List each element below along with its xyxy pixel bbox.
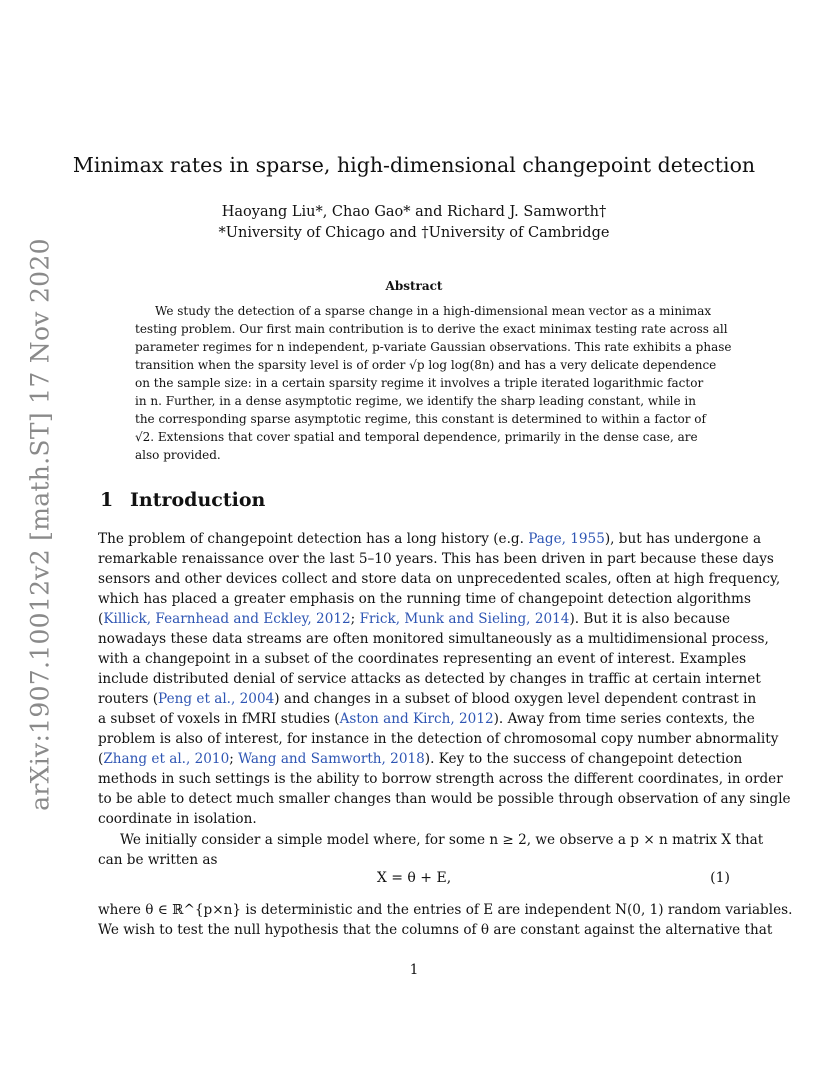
body-line: to be able to detect much smaller changes than would be possible through observation of any single xyxy=(98,791,791,807)
body-line: include distributed denial of service attacks as detected by changes in traffic at certain internet xyxy=(98,671,761,687)
body-line: (Zhang et al., 2010; Wang and Samworth, 2018). Key to the success of changepoint detection xyxy=(98,751,743,767)
abstract-line: in n. Further, in a dense asymptotic regime, we identify the sharp leading constant, while in xyxy=(135,394,696,408)
body-line: which has placed a greater emphasis on the running time of changepoint detection algorithms xyxy=(98,591,751,607)
citation-link[interactable]: Wang and Samworth, 2018 xyxy=(238,751,425,767)
citation-link[interactable]: Page, 1955 xyxy=(528,531,605,547)
abstract-heading: Abstract xyxy=(385,279,443,293)
abstract-line: √2. Extensions that cover spatial and temporal dependence, primarily in the dense case, are xyxy=(135,430,698,444)
authors: Haoyang Liu*, Chao Gao* and Richard J. Samworth† xyxy=(221,204,607,220)
abstract-line: the corresponding sparse asymptotic regime, this constant is determined to within a factor of xyxy=(135,412,706,426)
body-line: routers (Peng et al., 2004) and changes in a subset of blood oxygen level dependent contrast in xyxy=(98,691,757,707)
body-line: can be written as xyxy=(98,852,218,868)
abstract-line: We study the detection of a sparse change in a high-dimensional mean vector as a minimax xyxy=(155,304,712,318)
abstract-line: parameter regimes for n independent, p-variate Gaussian observations. This rate exhibits a phase xyxy=(135,340,732,354)
body-line: We wish to test the null hypothesis that the columns of θ are constant against the alternative that xyxy=(98,922,773,938)
body-line: coordinate in isolation. xyxy=(98,811,257,827)
equation: X = θ + E, xyxy=(376,870,452,886)
citation-link[interactable]: Zhang et al., 2010 xyxy=(103,751,230,767)
body-line: with a changepoint in a subset of the coordinates representing an event of interest. Examples xyxy=(98,651,747,667)
abstract-line: testing problem. Our first main contribution is to derive the exact minimax testing rate across all xyxy=(135,322,728,336)
abstract-line: on the sample size: in a certain sparsity regime it involves a triple iterated logarithmic factor xyxy=(135,376,704,390)
abstract-line: transition when the sparsity level is of order √p log log(8n) and has a very delicate dependence xyxy=(135,358,717,372)
body-line: problem is also of interest, for instance in the detection of chromosomal copy number abnormality xyxy=(98,731,779,747)
affiliations: *University of Chicago and †University of Cambridge xyxy=(218,225,610,241)
citation-link[interactable]: Peng et al., 2004 xyxy=(158,691,275,707)
citation-link[interactable]: Aston and Kirch, 2012 xyxy=(339,711,494,727)
arxiv-identifier: arXiv:1907.10012v2 [math.ST] 17 Nov 2020 xyxy=(25,238,55,811)
paper-title: Minimax rates in sparse, high-dimensional changepoint detection xyxy=(72,153,756,177)
body-line: a subset of voxels in fMRI studies (Aston and Kirch, 2012). Away from time series contexts, the xyxy=(98,711,755,727)
body-line: The problem of changepoint detection has a long history (e.g. Page, 1955), but has undergone a xyxy=(98,531,762,547)
body-line: sensors and other devices collect and store data on unprecedented scales, often at high frequency, xyxy=(98,571,781,587)
body-line: remarkable renaissance over the last 5–10 years. This has been driven in part because these days xyxy=(98,551,774,567)
abstract-line: also provided. xyxy=(135,448,221,462)
body-line: (Killick, Fearnhead and Eckley, 2012; Frick, Munk and Sieling, 2014). But it is also because xyxy=(98,611,731,627)
section-title: Introduction xyxy=(130,489,266,511)
citation-link[interactable]: Frick, Munk and Sieling, 2014 xyxy=(359,611,570,627)
page-number: 1 xyxy=(409,962,419,978)
citation-link[interactable]: Killick, Fearnhead and Eckley, 2012 xyxy=(103,611,351,627)
section-number: 1 xyxy=(100,489,114,511)
equation-number: (1) xyxy=(710,870,730,886)
body-line: nowadays these data streams are often monitored simultaneously as a multidimensional process, xyxy=(98,631,769,647)
body-line: We initially consider a simple model where, for some n ≥ 2, we observe a p × n matrix X that xyxy=(120,832,764,848)
body-line: methods in such settings is the ability to borrow strength across the different coordinates, in order xyxy=(98,771,783,787)
body-line: where θ ∈ ℝ^{p×n} is deterministic and the entries of E are independent N(0, 1) random variables. xyxy=(98,902,793,918)
